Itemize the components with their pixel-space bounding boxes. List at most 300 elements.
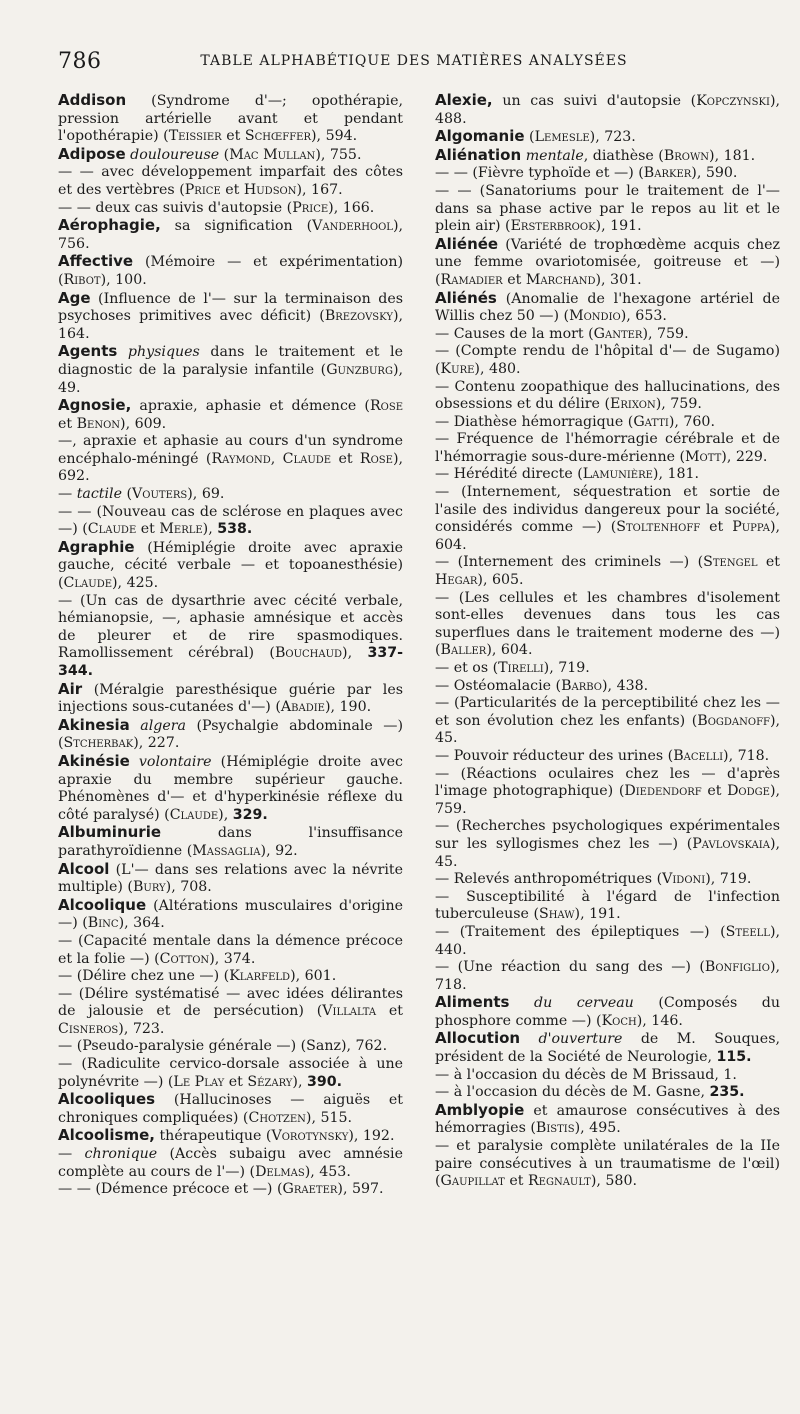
entry-text: ), 488.	[435, 93, 780, 127]
entry-text: ), 759.	[642, 325, 689, 342]
page-ref: 329.	[232, 806, 268, 823]
entry-text: ), 190.	[324, 699, 372, 716]
index-entry	[58, 433, 403, 486]
entry-text: de M. Souques, président de la Société de Neurologie,	[435, 1031, 780, 1066]
index-entry	[58, 343, 403, 397]
entry-text: et	[700, 519, 733, 536]
entry-text: (	[524, 129, 535, 146]
entry-text: et	[136, 521, 160, 538]
entry-text: ), 759.	[435, 783, 780, 817]
index-entry	[58, 164, 403, 199]
entry-text	[520, 1031, 538, 1047]
headword: Aérophagie,	[58, 216, 161, 235]
author-name: Vanderhool	[312, 218, 393, 235]
author-name: Bacelli	[673, 747, 724, 764]
entry-text: dans le traitement et le diagnostic de la paralysie infantile (	[58, 344, 403, 378]
entry-text: ), 438.	[602, 677, 649, 694]
author-name: Brown	[663, 147, 710, 164]
author-name: Ramadier	[440, 271, 503, 288]
author-name: Stcherbak	[63, 735, 134, 752]
author-name: Bouchaud	[274, 645, 343, 662]
italic-text: douloureuse	[130, 146, 220, 163]
entry-text: — — (Sanatoriums pour le traitement de l'— dans sa phase active par le repos au lit et le plein air) (	[435, 182, 780, 235]
entry-text: ), 580.	[590, 1173, 637, 1190]
entry-text: , diathèse (	[583, 147, 664, 164]
index-entry	[58, 717, 403, 753]
headword: Alexie,	[435, 91, 493, 109]
entry-text: (Accès subaigu avec amnésie complète au cours de l'—) (	[58, 1146, 403, 1180]
index-entry	[58, 290, 403, 344]
entry-text: ), 167.	[296, 181, 343, 198]
index-entry	[435, 147, 780, 166]
index-entry	[58, 1056, 403, 1091]
entry-text: ), 45.	[435, 835, 780, 870]
entry-text: un cas suivi d'autopsie (	[492, 93, 697, 109]
index-entry	[435, 1102, 780, 1138]
entry-text: et	[701, 783, 728, 800]
entry-text: — (Pseudo-paralysie générale —) (Sanz), 762.	[58, 1038, 388, 1055]
entry-text: ), 692.	[58, 450, 403, 485]
author-name: Raymond	[211, 450, 271, 467]
author-name: Claude	[169, 806, 219, 823]
entry-text: (Syndrome d'—; opothérapie, pression artérielle avant et pendant l'opothérapie) (	[58, 93, 403, 145]
author-name: Claude	[282, 450, 332, 467]
index-entry	[435, 660, 780, 678]
entry-text: ), 515.	[305, 1109, 353, 1126]
entry-text: et	[221, 128, 245, 145]
author-name: Massaglia	[192, 842, 261, 859]
entry-text: ), 181.	[652, 466, 700, 483]
entry-text: ), 181.	[709, 147, 756, 164]
author-name: Sézary	[247, 1073, 293, 1090]
headword: Akinesia	[58, 715, 130, 734]
index-entry	[435, 871, 780, 889]
entry-text: — — deux cas suivis d'autopsie (	[58, 199, 293, 216]
entry-text: — — avec développement imparfait des côtes et des vertèbres (	[58, 164, 403, 198]
index-entry	[58, 504, 403, 539]
index-entry	[58, 824, 403, 860]
entry-text: ), 374.	[209, 950, 256, 967]
entry-text: ,	[270, 450, 283, 467]
author-name: Merle	[159, 521, 203, 538]
entry-text: dans l'insuffisance parathyroïdienne (	[58, 825, 403, 859]
entry-text: ), 69.	[187, 486, 225, 503]
entry-text: ), 453.	[304, 1163, 351, 1180]
index-entry	[58, 200, 403, 218]
entry-text: — et os (	[435, 660, 499, 676]
entry-text: — (Délire chez une —) (	[58, 968, 230, 985]
headword: Adipose	[58, 144, 126, 163]
author-name: Gatti	[633, 413, 669, 430]
author-name: Puppa	[732, 519, 770, 536]
entry-text: — — (Démence précoce et —) (	[58, 1181, 283, 1198]
entry-text: ), 229.	[721, 448, 768, 465]
entry-text: ), 146.	[636, 1012, 683, 1029]
entry-text: ), 604.	[486, 642, 533, 659]
index-entry	[435, 165, 780, 183]
index-entry	[435, 431, 780, 466]
italic-text: chronique	[84, 1146, 158, 1163]
author-name: Chotzen	[248, 1109, 306, 1126]
entry-text: et	[224, 1073, 248, 1090]
author-name: Rose	[369, 398, 403, 415]
index-entry	[435, 1084, 780, 1102]
entry-text: (Hémiplégie droite avec apraxie du membre supérieur gauche. Phénomènes d'— et d'hyperkinésie réflexe du côté paralysé) (	[58, 753, 403, 823]
index-entry	[58, 968, 403, 986]
entry-text: ), 723.	[118, 1020, 165, 1037]
entry-text: (L'— dans ses relations avec la névrite multiple) (	[58, 861, 403, 896]
index-entry	[435, 889, 780, 924]
index-entry	[58, 897, 403, 933]
entry-text: thérapeutique (	[154, 1128, 272, 1145]
entry-text: et amaurose consécutives à des hémorragies (	[435, 1102, 780, 1137]
entry-text: (	[121, 486, 133, 503]
index-entry	[58, 539, 403, 593]
index-entry	[435, 466, 780, 484]
author-name: Price	[184, 181, 221, 198]
entry-text: — et paralysie complète unilatérales de la IIe paire consécutives à un traumatisme de l'œil) (	[435, 1138, 780, 1190]
italic-text: tactile	[76, 486, 122, 503]
entry-text: ), 191.	[595, 218, 642, 235]
entry-text: ), 92.	[260, 842, 298, 859]
italic-text: d'ouverture	[538, 1031, 623, 1048]
index-entry	[435, 994, 780, 1030]
page-ref: 337-344.	[58, 645, 403, 679]
headword: Alcoolisme,	[58, 1126, 155, 1145]
entry-text: ), 718.	[723, 747, 770, 764]
author-name: Pavlovskaia	[692, 835, 770, 852]
author-name: Regnault	[527, 1173, 591, 1190]
headword: Algomanie	[435, 127, 525, 146]
entry-text: ), 759.	[655, 396, 702, 413]
entry-text: ),	[342, 645, 368, 662]
entry-text: — à l'occasion du décès de M Brissaud, 1.	[435, 1066, 737, 1083]
entry-text: ), 760.	[668, 413, 715, 430]
author-name: Tirelli	[498, 660, 544, 676]
headword: Aliénée	[435, 234, 499, 253]
headword: Albuminurie	[58, 823, 162, 842]
author-name: Vouters	[132, 486, 188, 503]
author-name: Hegar	[435, 572, 478, 589]
entry-text: — (Délire systématisé — avec idées délirantes de jalousie et de persécution) (	[58, 985, 403, 1020]
headword: Alcoolique	[58, 895, 147, 914]
entry-text: — (Un cas de dysarthrie avec cécité verbale, hémianopsie, —, aphasie amnésique et accès de pleurer et de rire spasmodiques. Ramollissement cérébral) (	[58, 592, 403, 662]
italic-text: volontaire	[138, 753, 212, 770]
entry-text: — Fréquence de l'hémorragie cérébrale et de l'hémorragie sous-dure-mérienne (	[435, 431, 780, 465]
entry-text: (Mémoire — et expérimentation) (	[58, 254, 403, 288]
index-entry	[435, 484, 780, 554]
entry-text: (Influence de l'— sur la terminaison des psychoses primitives avec déficit) (	[58, 290, 403, 325]
author-name: Delmas	[255, 1163, 305, 1180]
index-entry	[435, 678, 780, 696]
entry-text: ), 364.	[118, 915, 165, 932]
index-entry	[58, 146, 403, 165]
page-ref: 115.	[716, 1049, 752, 1066]
index-entry	[58, 1127, 403, 1146]
entry-text: — Ostéomalacie (	[435, 677, 562, 694]
entry-text: ), 191.	[574, 906, 621, 923]
index-entry	[58, 753, 403, 824]
headword: Akinésie	[58, 751, 130, 770]
author-name: Bury	[132, 879, 166, 896]
author-name: Claude	[87, 521, 137, 538]
author-name: Mondio	[569, 308, 621, 325]
index-entry	[435, 959, 780, 994]
entry-text: ), 723.	[589, 129, 636, 146]
entry-text: ), 718.	[435, 959, 780, 993]
entry-text	[130, 718, 141, 734]
entry-text: (Composés du phosphore comme —) (	[435, 995, 780, 1029]
index-entry	[58, 397, 403, 433]
entry-text: — (Compte rendu de l'hôpital d'— de Sugamo) (	[435, 343, 780, 377]
author-name: Graeter	[282, 1181, 338, 1198]
author-name: Bogdanoff	[697, 712, 770, 729]
entry-text: ), 719.	[543, 660, 590, 676]
author-name: Hudson	[243, 181, 297, 198]
headword: Aliénation	[435, 145, 522, 164]
entry-text: (Hémiplégie droite avec apraxie gauche, cécité verbale — et topoanesthésie) (	[58, 539, 403, 592]
entry-text: — (Une réaction du sang des —) (	[435, 959, 705, 976]
running-title: TABLE ALPHABÉTIQUE DES MATIÈRES ANALYSÉES	[200, 53, 628, 69]
entry-text: ),	[292, 1073, 307, 1090]
index-entry	[435, 92, 780, 128]
entry-text: sa signification (	[160, 218, 313, 235]
author-name: Mott	[685, 448, 722, 465]
headword: Agnosie,	[58, 396, 132, 415]
author-name: Benon	[76, 415, 121, 432]
entry-text: —, apraxie et aphasie au cours d'un syndrome encéphalo-méningé (	[58, 433, 403, 467]
entry-text: ), 166.	[328, 199, 375, 216]
index-entry	[58, 593, 403, 681]
entry-text: ), 164.	[58, 308, 403, 342]
author-name: Marchand	[525, 271, 596, 288]
index-entry	[58, 486, 403, 504]
entry-text: ), 604.	[435, 519, 780, 553]
index-entry	[58, 253, 403, 289]
index-entry	[435, 590, 780, 660]
entry-text: ), 227.	[133, 735, 180, 752]
index-entry	[435, 414, 780, 432]
author-name: Ersterbrook	[510, 218, 596, 235]
headword: Aliénés	[435, 288, 497, 307]
entry-text: — (Particularités de la perceptibilité chez les — et son évolution chez les enfants) (	[435, 695, 780, 729]
entry-text: — Hérédité directe (	[435, 466, 583, 483]
headword: Alcool	[58, 859, 110, 878]
index-entry	[435, 128, 780, 147]
author-name: Gaupillat	[440, 1173, 505, 1190]
author-name: Dodge	[727, 783, 770, 800]
index-entry	[435, 379, 780, 414]
headword: Amblyopie	[435, 1100, 525, 1119]
entry-text: ), 590.	[691, 165, 738, 182]
author-name: Lemesle	[534, 129, 590, 146]
entry-text: ),	[202, 521, 218, 538]
index-entry	[435, 748, 780, 766]
entry-text: — — (Nouveau cas de sclérose en plaques avec —) (	[58, 503, 403, 538]
entry-text: ), 45.	[435, 712, 780, 747]
headword: Agraphie	[58, 537, 135, 556]
entry-text: — (Internement, séquestration et sortie de l'asile des individus dangereux pour la société, considérés comme —) (	[435, 484, 780, 536]
author-name: Koch	[601, 1012, 637, 1029]
author-name: Claude	[63, 575, 113, 592]
index-entry	[435, 1030, 780, 1066]
author-name: Lamunière	[582, 466, 653, 483]
entry-text: ), 425.	[112, 575, 159, 592]
author-name: Diedendorf	[624, 783, 702, 800]
entry-text: — Susceptibilité à l'égard de l'infection tuberculeuse (	[435, 888, 780, 923]
author-name: Barker	[643, 165, 692, 182]
entry-text: ), 594.	[311, 128, 358, 145]
index-entry	[58, 1181, 403, 1199]
page-ref: 538.	[217, 521, 253, 538]
author-name: Gunzburg	[326, 361, 393, 378]
author-name: Baller	[440, 642, 487, 659]
author-name: Cisneros	[58, 1020, 119, 1037]
entry-text: ), 440.	[435, 923, 780, 958]
entry-text: — (Internement des criminels —) (	[435, 554, 704, 571]
entry-text: — (Les cellules et les chambres d'isolement sont-elles devenues dans tous les cas superflues dans le traitement moderne des —) (	[435, 589, 780, 659]
index-entry	[435, 236, 780, 290]
entry-text: — Pouvoir réducteur des urines (	[435, 747, 674, 764]
author-name: Kure	[440, 360, 475, 377]
entry-text: et	[757, 554, 781, 571]
entry-text: (	[219, 146, 230, 163]
entry-text: et	[502, 271, 526, 288]
entry-text: ), 708.	[165, 879, 212, 896]
index-entry	[435, 326, 780, 344]
author-name: Bonfiglio	[704, 959, 770, 976]
entry-text: (Hallucinoses — aiguës et chroniques compliquées) (	[58, 1092, 403, 1126]
right-column	[435, 92, 780, 1394]
headword: Agents	[58, 342, 118, 361]
italic-text: physiques	[127, 344, 200, 361]
entry-text: — Contenu zoopathique des hallucinations, des obsessions et du délire (	[435, 378, 780, 413]
entry-text: — — (Fièvre typhoïde et —) (	[435, 165, 644, 182]
entry-text: ), 755.	[315, 146, 362, 163]
index-entry	[435, 924, 780, 959]
author-name: Villalta	[322, 1003, 377, 1020]
entry-text: ), 605.	[477, 572, 524, 589]
author-name: Kopczynski	[696, 93, 770, 109]
entry-text: — Diathèse hémorragique (	[435, 413, 634, 430]
index-entry	[58, 933, 403, 968]
page-number: 786	[58, 48, 102, 74]
index-entry	[435, 554, 780, 589]
entry-text: —	[58, 1146, 85, 1163]
author-name: Teissier	[168, 128, 222, 145]
entry-text: — (Réactions oculaires chez les — d'après l'image photographique) (	[435, 765, 780, 800]
entry-text	[509, 995, 534, 1011]
author-name: Binc	[87, 915, 119, 932]
author-name: Stoltenhoff	[616, 519, 701, 536]
entry-text: ), 609.	[120, 415, 167, 432]
author-name: Bistis	[535, 1120, 575, 1137]
author-name: Vorotynsky	[271, 1128, 349, 1145]
entry-text: ), 301.	[595, 271, 642, 288]
entry-text: — (Traitement des épileptiques —) (	[435, 923, 726, 940]
headword: Aliments	[435, 993, 510, 1012]
entry-text: — Relevés anthropométriques (	[435, 871, 663, 888]
author-name: Abadie	[280, 699, 325, 716]
entry-text: ), 601.	[290, 968, 337, 985]
entry-text: et	[504, 1173, 528, 1190]
index-entry	[58, 92, 403, 146]
author-name: Cotton	[159, 950, 210, 967]
entry-text: — Causes de la mort (	[435, 325, 594, 342]
author-name: Erixon	[609, 396, 656, 413]
headword: Addison	[58, 91, 127, 109]
headword: Age	[58, 288, 91, 307]
page-ref: 390.	[306, 1073, 342, 1090]
entry-text: ),	[218, 806, 233, 823]
index-entry	[435, 343, 780, 378]
entry-text: — (Capacité mentale dans la démence précoce et la folie —) (	[58, 932, 403, 967]
author-name: Brezovsky	[324, 308, 393, 325]
entry-text: ), 49.	[58, 361, 403, 396]
entry-text: (Méralgie paresthésique guérie par les injections sous-cutanées d'—) (	[58, 681, 403, 716]
entry-text: et	[376, 1003, 404, 1020]
entry-text: (Anomalie de l'hexagone artériel de Willis chez 50 —) (	[435, 290, 780, 325]
entry-text	[130, 754, 139, 770]
index-entry	[435, 695, 780, 748]
headword: Affective	[58, 252, 134, 271]
entry-text: (Altérations musculaires d'origine —) (	[58, 897, 403, 932]
italic-text: du cerveau	[533, 995, 634, 1012]
entry-text: ), 480.	[474, 360, 521, 377]
italic-text: mentale	[525, 147, 584, 164]
index-entry	[435, 818, 780, 871]
headword: Air	[58, 679, 83, 698]
author-name: Rose	[359, 450, 393, 467]
entry-text: et	[58, 415, 77, 432]
entry-text: (Variété de trophœdème acquis chez une femme ovariotomisée, goitreuse et —) (	[435, 236, 780, 288]
entry-text: ), 192.	[348, 1128, 395, 1145]
index-entry	[58, 681, 403, 717]
author-name: Ganter	[593, 325, 643, 342]
author-name: Steell	[725, 923, 770, 940]
page-header	[58, 44, 770, 78]
headword: Alcooliques	[58, 1090, 156, 1109]
author-name: Shaw	[538, 906, 575, 923]
entry-text: ), 719.	[705, 871, 752, 888]
entry-text: ), 597.	[337, 1181, 384, 1198]
author-name: Le Play	[173, 1073, 225, 1090]
index-entry	[58, 1038, 403, 1056]
entry-text	[117, 344, 128, 360]
entry-text: ), 653.	[620, 308, 667, 325]
index-entry	[58, 1091, 403, 1127]
entry-text: — (Radiculite cervico-dorsale associée à une polynévrite —) (	[58, 1056, 403, 1090]
entry-text: ), 100.	[100, 271, 147, 288]
author-name: Klarfeld	[229, 968, 291, 985]
entry-text: —	[58, 486, 77, 503]
author-name: Vidoni	[662, 871, 706, 888]
italic-text: algera	[140, 717, 186, 734]
entry-text: et	[220, 181, 244, 198]
index-entry	[435, 183, 780, 236]
index-entry	[435, 1138, 780, 1191]
index-entry	[58, 986, 403, 1039]
author-name: Price	[292, 199, 329, 216]
author-name: Ribot	[63, 271, 101, 288]
index-entry	[435, 290, 780, 326]
entry-text: et	[331, 450, 360, 467]
author-name: Stengel	[703, 554, 758, 571]
entry-text: — (Recherches psychologiques expérimentales sur les syllogismes chez les —) (	[435, 818, 780, 852]
index-entry	[58, 861, 403, 897]
entry-text: (Psychalgie abdominale —) (	[58, 717, 403, 752]
entry-text: ), 756.	[58, 218, 403, 252]
